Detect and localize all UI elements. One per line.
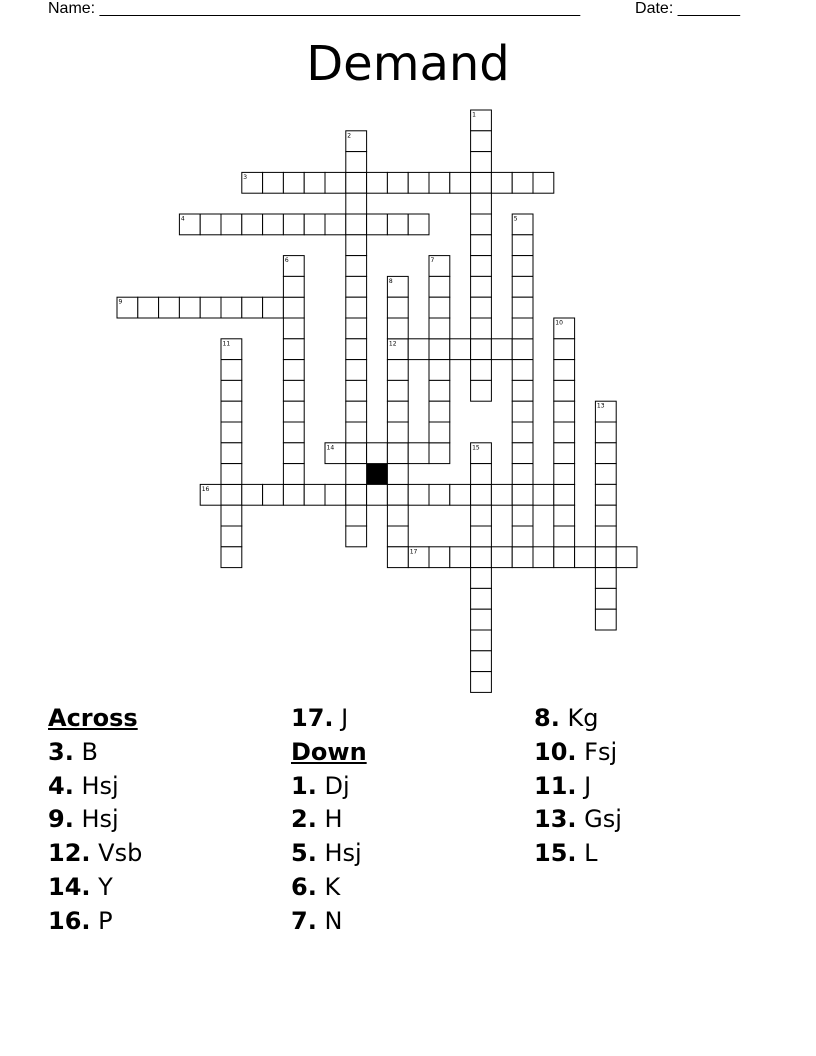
grid-cell[interactable] <box>346 318 367 339</box>
across-heading: Across <box>48 704 138 732</box>
clue-down-11: 11. J <box>534 771 592 800</box>
grid-cell[interactable] <box>471 568 492 589</box>
clue-column-1 <box>48 702 142 939</box>
down-heading: Down <box>291 737 367 766</box>
grid-cell[interactable] <box>221 526 242 547</box>
grid-cell[interactable] <box>471 630 492 651</box>
clue-number-3: 3 <box>243 173 248 181</box>
grid-cell[interactable] <box>283 297 304 318</box>
clue-down-10: 10. Fsj <box>534 737 618 766</box>
grid-cell[interactable] <box>512 464 533 485</box>
grid-cell[interactable] <box>221 505 242 526</box>
grid-cell[interactable] <box>179 297 200 318</box>
grid-cell[interactable] <box>471 526 492 547</box>
grid-cell[interactable] <box>263 297 284 318</box>
grid-cell[interactable] <box>471 256 492 277</box>
grid-cell[interactable] <box>346 464 367 485</box>
grid-cell[interactable] <box>512 547 533 568</box>
grid-cell[interactable] <box>491 484 512 505</box>
grid-cell[interactable] <box>533 547 554 568</box>
grid-cell[interactable] <box>554 484 575 505</box>
clue-number-14: 14 <box>326 444 335 452</box>
grid-cell[interactable] <box>554 443 575 464</box>
grid-cell[interactable] <box>325 172 346 193</box>
grid-cell[interactable] <box>512 526 533 547</box>
grid-cell[interactable] <box>408 172 429 193</box>
grid-cell[interactable] <box>595 568 616 589</box>
grid-cell[interactable] <box>242 484 263 505</box>
grid-cell[interactable] <box>512 276 533 297</box>
grid-cell[interactable] <box>471 276 492 297</box>
grid-cell[interactable] <box>471 339 492 360</box>
grid-cell[interactable] <box>512 380 533 401</box>
grid-cell[interactable] <box>304 172 325 193</box>
clue-number-15: 15 <box>472 444 480 452</box>
clue-across-3: 3. B <box>48 737 98 766</box>
grid-cell[interactable] <box>304 214 325 235</box>
clue-across-16: 16. P <box>48 906 113 935</box>
grid-cell[interactable] <box>471 588 492 609</box>
grid-cell[interactable] <box>408 214 429 235</box>
grid-cell[interactable] <box>283 172 304 193</box>
grid-cell[interactable] <box>408 443 429 464</box>
clue-down-15: 15. L <box>534 839 598 868</box>
clue-number-12: 12 <box>388 340 397 348</box>
page-title: Demand <box>306 36 510 92</box>
grid-cell[interactable] <box>554 360 575 381</box>
grid-cell[interactable] <box>471 193 492 214</box>
grid-cell[interactable] <box>263 172 284 193</box>
grid-cell[interactable] <box>346 276 367 297</box>
clue-number-7: 7 <box>430 257 435 265</box>
grid-cell[interactable] <box>595 422 616 443</box>
grid-cell[interactable] <box>387 505 408 526</box>
grid-cell[interactable] <box>471 360 492 381</box>
grid-cell[interactable] <box>554 422 575 443</box>
grid-cell[interactable] <box>595 464 616 485</box>
grid-cell[interactable] <box>554 547 575 568</box>
grid-cell[interactable] <box>554 464 575 485</box>
grid-cell[interactable] <box>387 214 408 235</box>
grid-cell[interactable] <box>471 318 492 339</box>
clue-down-2: 2. H <box>291 805 343 834</box>
grid-cell[interactable] <box>512 297 533 318</box>
grid-cell[interactable] <box>471 464 492 485</box>
grid-cell[interactable] <box>221 422 242 443</box>
grid-cell[interactable] <box>367 484 388 505</box>
grid-cell[interactable] <box>408 339 429 360</box>
grid-cell[interactable] <box>283 443 304 464</box>
grid-cell[interactable] <box>595 484 616 505</box>
grid-cell[interactable] <box>283 422 304 443</box>
clue-across-14: 14. Y <box>48 872 113 901</box>
grid-cell[interactable] <box>263 214 284 235</box>
date-field-label: Date: _______ <box>635 0 740 17</box>
grid-cell[interactable] <box>512 318 533 339</box>
grid-cell[interactable] <box>283 339 304 360</box>
grid-cell[interactable] <box>346 193 367 214</box>
grid-cell[interactable] <box>283 484 304 505</box>
grid-cell[interactable] <box>512 360 533 381</box>
grid-cell[interactable] <box>575 547 596 568</box>
grid-cell[interactable] <box>471 651 492 672</box>
grid-cell[interactable] <box>221 297 242 318</box>
grid-cell[interactable] <box>471 609 492 630</box>
clue-number-6: 6 <box>284 257 289 265</box>
grid-cell[interactable] <box>471 172 492 193</box>
grid-cell[interactable] <box>325 214 346 235</box>
grid-cell[interactable] <box>221 214 242 235</box>
grid-cell[interactable] <box>554 505 575 526</box>
grid-cell[interactable] <box>387 172 408 193</box>
grid-cell[interactable] <box>346 297 367 318</box>
grid-cell[interactable] <box>387 380 408 401</box>
grid-cell[interactable] <box>429 339 450 360</box>
grid-cell[interactable] <box>512 235 533 256</box>
clue-number-2: 2 <box>347 132 352 140</box>
grid-cell[interactable] <box>408 484 429 505</box>
clue-number-4: 4 <box>180 215 185 223</box>
grid-cell[interactable] <box>304 484 325 505</box>
grid-cell[interactable] <box>512 256 533 277</box>
grid-cell[interactable] <box>221 484 242 505</box>
grid-cell[interactable] <box>346 401 367 422</box>
grid-cell[interactable] <box>471 235 492 256</box>
grid-cell[interactable] <box>387 360 408 381</box>
grid-cell[interactable] <box>450 172 471 193</box>
grid-cell[interactable] <box>450 339 471 360</box>
grid-cell[interactable] <box>200 297 221 318</box>
grid-cell[interactable] <box>346 505 367 526</box>
grid-cell[interactable] <box>387 443 408 464</box>
grid-cell[interactable] <box>200 214 221 235</box>
grid-cell[interactable] <box>346 214 367 235</box>
grid-cell[interactable] <box>221 443 242 464</box>
grid-cell[interactable] <box>346 339 367 360</box>
clue-number-17: 17 <box>409 548 418 556</box>
grid-cell[interactable] <box>429 443 450 464</box>
grid-cell[interactable] <box>512 172 533 193</box>
grid-cell[interactable] <box>283 360 304 381</box>
clue-across-17: 17. J <box>291 704 349 732</box>
grid-cell[interactable] <box>429 484 450 505</box>
grid-cell[interactable] <box>221 360 242 381</box>
grid-cell[interactable] <box>512 505 533 526</box>
clue-number-5: 5 <box>513 215 518 223</box>
grid-cell[interactable] <box>595 443 616 464</box>
grid-cell[interactable] <box>221 380 242 401</box>
clue-down-5: 5. Hsj <box>291 839 362 868</box>
grid-cell[interactable] <box>429 547 450 568</box>
grid-cell[interactable] <box>346 235 367 256</box>
grid-cell[interactable] <box>595 547 616 568</box>
grid-cell[interactable] <box>554 401 575 422</box>
grid-cell[interactable] <box>429 172 450 193</box>
clue-column-2 <box>291 702 367 939</box>
clue-across-9: 9. Hsj <box>48 805 119 834</box>
grid-cell[interactable] <box>450 547 471 568</box>
grid-cell[interactable] <box>471 505 492 526</box>
grid-cell[interactable] <box>138 297 159 318</box>
grid-cell[interactable] <box>471 547 492 568</box>
grid-cell[interactable] <box>283 276 304 297</box>
grid-cell[interactable] <box>595 505 616 526</box>
grid-cell[interactable] <box>367 172 388 193</box>
grid-cell[interactable] <box>491 172 512 193</box>
grid-cell[interactable] <box>595 526 616 547</box>
clue-down-7: 7. N <box>291 906 343 935</box>
grid-cell[interactable] <box>471 380 492 401</box>
grid-cell[interactable] <box>429 360 450 381</box>
clue-number-1: 1 <box>472 111 476 119</box>
grid-cell[interactable] <box>533 484 554 505</box>
name-field-label: Name: ______________________________________________________ <box>48 0 581 17</box>
grid-cell[interactable] <box>491 547 512 568</box>
clue-number-13: 13 <box>596 402 605 410</box>
grid-cell[interactable] <box>471 214 492 235</box>
grid-cell[interactable] <box>221 401 242 422</box>
clue-column-3 <box>534 702 622 871</box>
grid-cell[interactable] <box>429 318 450 339</box>
grid-cell[interactable] <box>491 339 512 360</box>
grid-cell[interactable] <box>283 464 304 485</box>
clue-down-8: 8. Kg <box>534 704 599 732</box>
clue-across-12: 12. Vsb <box>48 839 143 868</box>
grid-cell[interactable] <box>387 547 408 568</box>
grid-cell[interactable] <box>242 214 263 235</box>
grid-cell[interactable] <box>429 401 450 422</box>
clue-number-9: 9 <box>118 298 123 306</box>
clue-across-4: 4. Hsj <box>48 771 119 800</box>
grid-cell[interactable] <box>471 131 492 152</box>
grid-cell[interactable] <box>512 443 533 464</box>
grid-cell[interactable] <box>346 172 367 193</box>
grid-cell[interactable] <box>429 297 450 318</box>
grid-cell[interactable] <box>283 401 304 422</box>
grid-cell[interactable] <box>387 401 408 422</box>
clue-number-16: 16 <box>201 485 210 493</box>
grid-cell[interactable] <box>554 380 575 401</box>
grid-cell[interactable] <box>512 401 533 422</box>
clue-down-6: 6. K <box>291 872 341 901</box>
grid-cell[interactable] <box>221 464 242 485</box>
clue-number-10: 10 <box>555 319 563 327</box>
grid-cell[interactable] <box>159 297 180 318</box>
grid-cell[interactable] <box>595 609 616 630</box>
grid-cell[interactable] <box>283 318 304 339</box>
grid-cell[interactable] <box>346 526 367 547</box>
grid-cell[interactable] <box>387 484 408 505</box>
grid-cell[interactable] <box>387 464 408 485</box>
grid-cell[interactable] <box>221 547 242 568</box>
grid-cell[interactable] <box>533 172 554 193</box>
grid-cell[interactable] <box>429 276 450 297</box>
grid-cell[interactable] <box>512 422 533 443</box>
grid-cell[interactable] <box>387 526 408 547</box>
grid-cell[interactable] <box>512 339 533 360</box>
grid-cell[interactable] <box>367 214 388 235</box>
grid-cell[interactable] <box>283 380 304 401</box>
grid-cell[interactable] <box>471 672 492 693</box>
grid-cell[interactable] <box>346 484 367 505</box>
clue-down-13: 13. Gsj <box>534 805 622 834</box>
grid-cell[interactable] <box>471 297 492 318</box>
grid-cell[interactable] <box>595 588 616 609</box>
grid-cell[interactable] <box>471 152 492 173</box>
grid-cell[interactable] <box>346 443 367 464</box>
grid-cell[interactable] <box>429 422 450 443</box>
grid-cell[interactable] <box>325 484 346 505</box>
grid-cell[interactable] <box>387 422 408 443</box>
grid-cell[interactable] <box>346 256 367 277</box>
clue-number-11: 11 <box>222 340 231 348</box>
grid-cell[interactable] <box>387 297 408 318</box>
grid-cell[interactable] <box>242 297 263 318</box>
black-square <box>367 464 388 485</box>
grid-cell[interactable] <box>616 547 637 568</box>
grid-cell[interactable] <box>346 422 367 443</box>
grid-cell[interactable] <box>429 380 450 401</box>
grid-cell[interactable] <box>367 443 388 464</box>
clue-down-1: 1. Dj <box>291 771 350 800</box>
grid-cell[interactable] <box>346 152 367 173</box>
grid-cell[interactable] <box>450 484 471 505</box>
grid-cell[interactable] <box>346 360 367 381</box>
grid-cell[interactable] <box>554 339 575 360</box>
clue-number-8: 8 <box>388 277 393 285</box>
grid-cell[interactable] <box>471 484 492 505</box>
grid-cell[interactable] <box>387 318 408 339</box>
grid-cell[interactable] <box>554 526 575 547</box>
grid-cell[interactable] <box>346 380 367 401</box>
grid-cell[interactable] <box>283 214 304 235</box>
grid-cell[interactable] <box>512 484 533 505</box>
grid-cell[interactable] <box>263 484 284 505</box>
